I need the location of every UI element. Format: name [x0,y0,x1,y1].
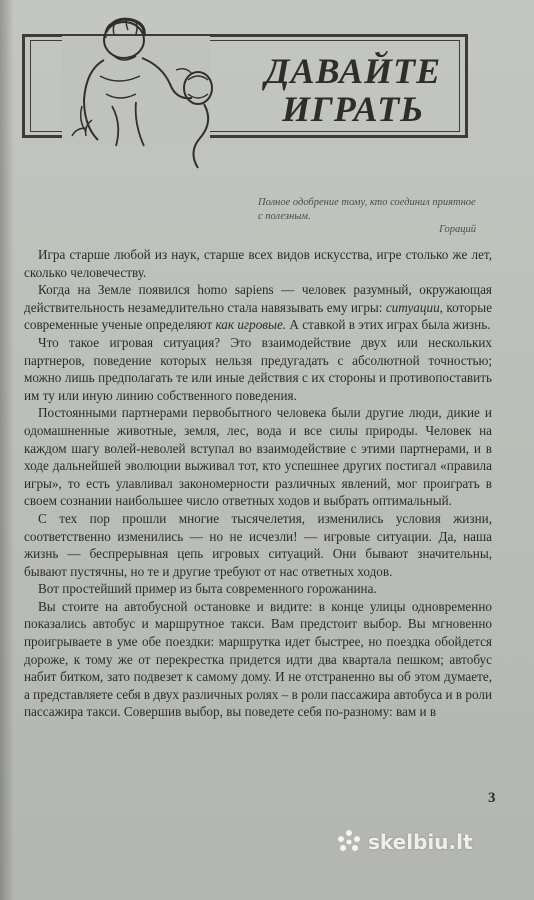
skelbiu-logo-icon [334,827,364,857]
chapter-title-line2: ИГРАТЬ [281,89,425,129]
page-number: 3 [488,790,496,806]
chapter-title [238,52,468,128]
paragraph [24,281,492,334]
paragraph: Игра старше любой из наук, старше всех видов искусства, игре столько же лет, сколько человечеству. [24,247,492,280]
epigraph-text: Полное одобрение тому, кто соединил приятное с полезным. [258,197,476,222]
spine-shadow [0,0,14,900]
body-text [24,246,492,721]
paragraph: Вот простейший пример из быта современного горожанина. [38,581,377,597]
ancient-figure-illustration [56,10,226,180]
epigraph-author: Гораций [439,224,476,235]
paragraph: Что такое игровая ситуация? Это взаимодействие двух или нескольких партнеров, поведение которых нельзя предугадать с абсолютной точностью; можно лишь предполагать те или иные действия с их стороны и противопоставить им ту или иную линию собственного поведения. [24,334,492,403]
paragraph-part: А ставкой в этих играх была жизнь. [286,317,491,333]
paragraph: Постоянными партнерами первобытного человека были другие люди, дикие и одомашненные животные, земля, лес, вода и все силы природы. Человек на каждом шагу волей-неволей вступал во взаимодействие с этими партнерами, и в ходе дальнейшей эволюции выживал тот, кто успешнее других постигал «правила игры», то есть улавливал закономерности различных явлений, мог проиграть в своем сознании наибольшее число ответных ходов и выбрать оптимальный. [24,405,492,509]
watermark-text: skelbiu.lt [368,830,473,854]
paragraph: С тех пор прошли многие тысячелетия, изменились условия жизни, соответственно изменились — но не исчезли! — игровые ситуации. Да, наша жизнь — беспрерывная цепь игровых ситуаций. Они бывают значительны, бывают пустячны, но те и другие требуют от нас ответных ходов. [24,510,492,579]
emphasis: как игровые. [215,317,287,333]
paragraph-part: Когда на Земле появился homo sapiens — человек разумный, окружающая действительность незамедлительно стала навязывать ему игры: [24,282,492,315]
chapter-title-line1: ДАВАЙТЕ [264,51,442,91]
paragraph-part: которые современные ученые определяют [24,299,492,333]
watermark [334,827,524,857]
emphasis: ситуации, [385,299,443,315]
paragraph: Вы стоите на автобусной остановке и видите: в конце улицы одновременно показались автобус и маршрутное такси. Вам предстоит выбор. Вы мгновенно проигрываете в уме обе поездки: маршрутка идет быстрее, но поездка обойдется дороже, к тому же от перекрестка придется идти два квартала пешком; автобус набит битком, зато подвезет к самому дому. И не отстраненно вы об этом думаете, а представляете себя в двух различных ролях – в роли пассажира автобуса и в роли пассажира такси. Совершив выбор, вы поведете себя по-разному: вам и в [24,598,493,720]
